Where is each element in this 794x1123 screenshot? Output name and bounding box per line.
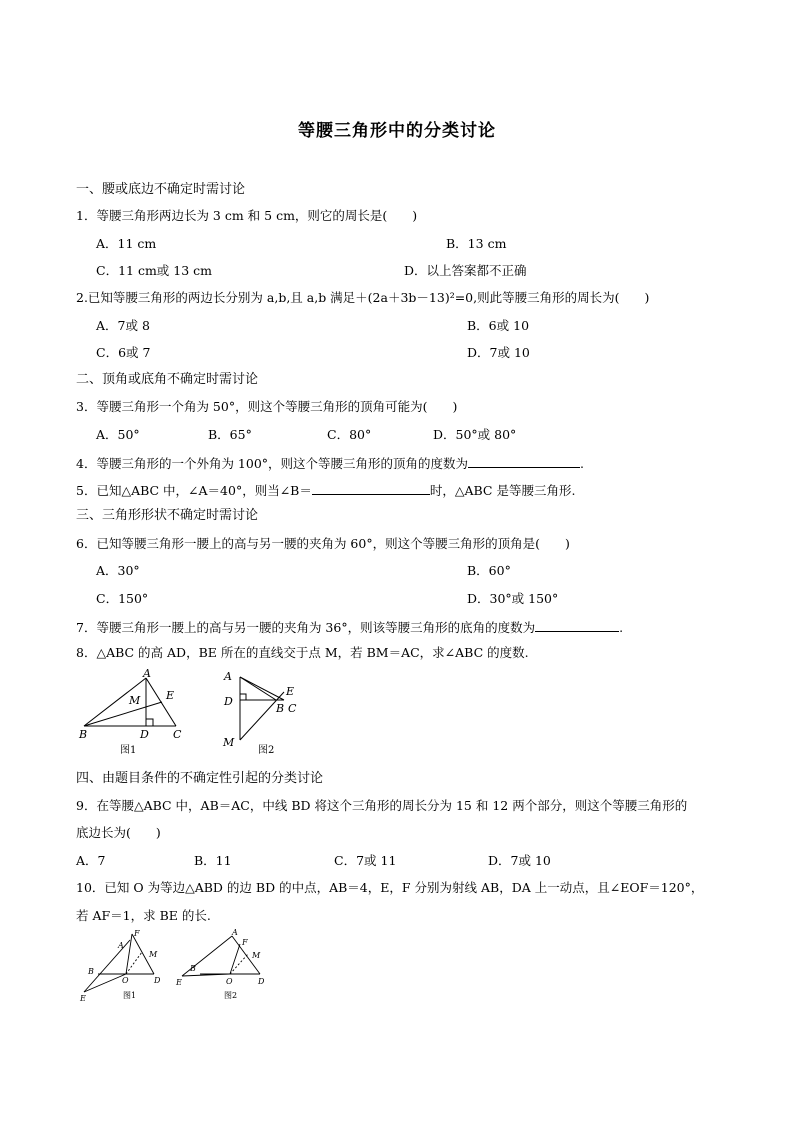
figure-caption: 图2 <box>224 991 238 1000</box>
label-f: F <box>134 929 140 938</box>
q9-option-b: B．11 <box>194 853 232 868</box>
label-m: M <box>129 694 141 707</box>
label-b: B <box>190 964 196 973</box>
q2-option-a: A．7或 8 <box>96 318 150 333</box>
label-a: A <box>224 670 232 683</box>
q3-option-a: A．50° <box>96 427 140 442</box>
q6-option-a: A．30° <box>96 563 140 578</box>
right-angle-mark <box>240 694 246 700</box>
q5-text: 5．已知△ABC 中，∠A＝40°，则当∠B＝ <box>76 483 312 498</box>
q8-stem: 8．△ABC 的高 AD，BE 所在的直线交于点 M，若 BM＝AC，求∠ABC 的度数. <box>76 645 529 660</box>
label-d: D <box>154 976 161 985</box>
q8-figure-2 <box>218 668 308 760</box>
q8-figure-1 <box>76 668 196 760</box>
label-a: A <box>118 941 124 950</box>
q2-option-c: C．6或 7 <box>96 345 151 360</box>
q6-option-b: B．60° <box>467 563 511 578</box>
label-c: C <box>173 728 182 741</box>
q10-figure-2 <box>174 928 274 1002</box>
right-angle-mark <box>146 719 153 726</box>
segment-om <box>230 954 248 974</box>
section-heading-2: 二、顶角或底角不确定时需讨论 <box>76 372 259 387</box>
label-o: O <box>226 977 233 986</box>
label-m: M <box>223 736 235 749</box>
section-heading-4: 四、由题目条件的不确定性引起的分类讨论 <box>76 771 324 786</box>
q4-text: 4．等腰三角形的一个外角为 100°，则这个等腰三角形的顶角的度数为 <box>76 456 469 471</box>
q9-option-a: A．7 <box>76 853 106 868</box>
q5-line <box>76 481 575 499</box>
q7-line <box>76 618 623 636</box>
segment-ac <box>240 677 284 700</box>
q3-option-c: C．80° <box>327 427 372 442</box>
section-heading-1: 一、腰或底边不确定时需讨论 <box>76 182 246 197</box>
label-b: B <box>88 967 94 976</box>
label-a: A <box>143 668 151 680</box>
q9-stem-line2: 底边长为( ) <box>76 825 161 840</box>
q3-stem: 3．等腰三角形一个角为 50°，则这个等腰三角形的顶角可能为( ) <box>76 399 458 414</box>
q10-stem-line1: 10．已知 O 为等边△ABD 的边 BD 的中点，AB＝4，E，F 分别为射线 AB，DA 上一动点，且∠EOF＝120°， <box>76 880 704 895</box>
section-heading-3: 三、三角形形状不确定时需讨论 <box>76 508 259 523</box>
label-b: B <box>79 728 88 741</box>
label-d: D <box>224 695 233 708</box>
q1-option-b: B．13 cm <box>446 236 507 251</box>
label-m: M <box>149 950 158 959</box>
q10-stem-line2: 若 AF＝1，求 BE 的长. <box>76 908 211 923</box>
q3-option-d: D．50°或 80° <box>433 427 517 442</box>
q7-answer-blank[interactable] <box>535 618 619 632</box>
q10-figure-1 <box>76 928 176 1002</box>
label-c: C <box>288 702 297 715</box>
q7-text: 7．等腰三角形一腰上的高与另一腰的夹角为 36°，则该等腰三角形的底角的度数为 <box>76 620 536 635</box>
q7-text-end: . <box>619 620 624 635</box>
q9-option-d: D．7或 10 <box>488 853 551 868</box>
q6-option-c: C．150° <box>96 591 149 606</box>
q5-answer-blank[interactable] <box>312 481 430 495</box>
q3-option-b: B．65° <box>208 427 252 442</box>
label-e: E <box>286 685 295 698</box>
label-e: E <box>176 978 182 987</box>
figure-caption: 图1 <box>123 991 137 1000</box>
line-me <box>240 692 284 740</box>
q4-answer-blank[interactable] <box>468 454 580 468</box>
q1-option-d: D．以上答案都不正确 <box>404 263 527 278</box>
q9-stem-line1: 9．在等腰△ABC 中，AB＝AC，中线 BD 将这个三角形的周长分为 15 和 12 两个部分，则这个等腰三角形的 <box>76 798 688 813</box>
label-d: D <box>258 977 265 986</box>
label-e: E <box>80 994 86 1002</box>
label-o: O <box>122 976 129 985</box>
q4-text-end: . <box>580 456 585 471</box>
q5-text-end: 时，△ABC 是等腰三角形. <box>429 483 576 498</box>
q2-stem: 2.已知等腰三角形的两边长分别为 a,b,且 a,b 满足＋(2a＋3b－13)²=0,则此等腰三角形的周长为( ) <box>76 290 650 305</box>
page-title: 等腰三角形中的分类讨论 <box>298 121 496 141</box>
segment-fo <box>126 934 132 974</box>
q2-option-b: B．6或 10 <box>467 318 530 333</box>
q1-option-c: C．11 cm或 13 cm <box>96 263 213 278</box>
label-f: F <box>242 938 248 947</box>
segment-eo <box>84 974 126 992</box>
figure-caption: 图2 <box>258 745 275 756</box>
q6-option-d: D．30°或 150° <box>467 591 559 606</box>
label-m: M <box>252 951 261 960</box>
q2-option-d: D．7或 10 <box>467 345 530 360</box>
label-d: D <box>140 728 149 741</box>
q1-option-a: A．11 cm <box>96 236 157 251</box>
label-e: E <box>166 689 175 702</box>
q9-option-c: C．7或 11 <box>334 853 397 868</box>
q1-stem: 1．等腰三角形两边长为 3 cm 和 5 cm，则它的周长是( ) <box>76 208 418 223</box>
q4-line <box>76 454 584 472</box>
label-a: A <box>232 928 238 937</box>
q6-stem: 6．已知等腰三角形一腰上的高与另一腰的夹角为 60°，则这个等腰三角形的顶角是( ) <box>76 536 570 551</box>
segment-fo <box>230 944 240 974</box>
label-b: B <box>276 702 285 715</box>
figure-caption: 图1 <box>120 745 137 756</box>
segment-ab <box>240 677 276 700</box>
altitude-be <box>84 702 162 726</box>
